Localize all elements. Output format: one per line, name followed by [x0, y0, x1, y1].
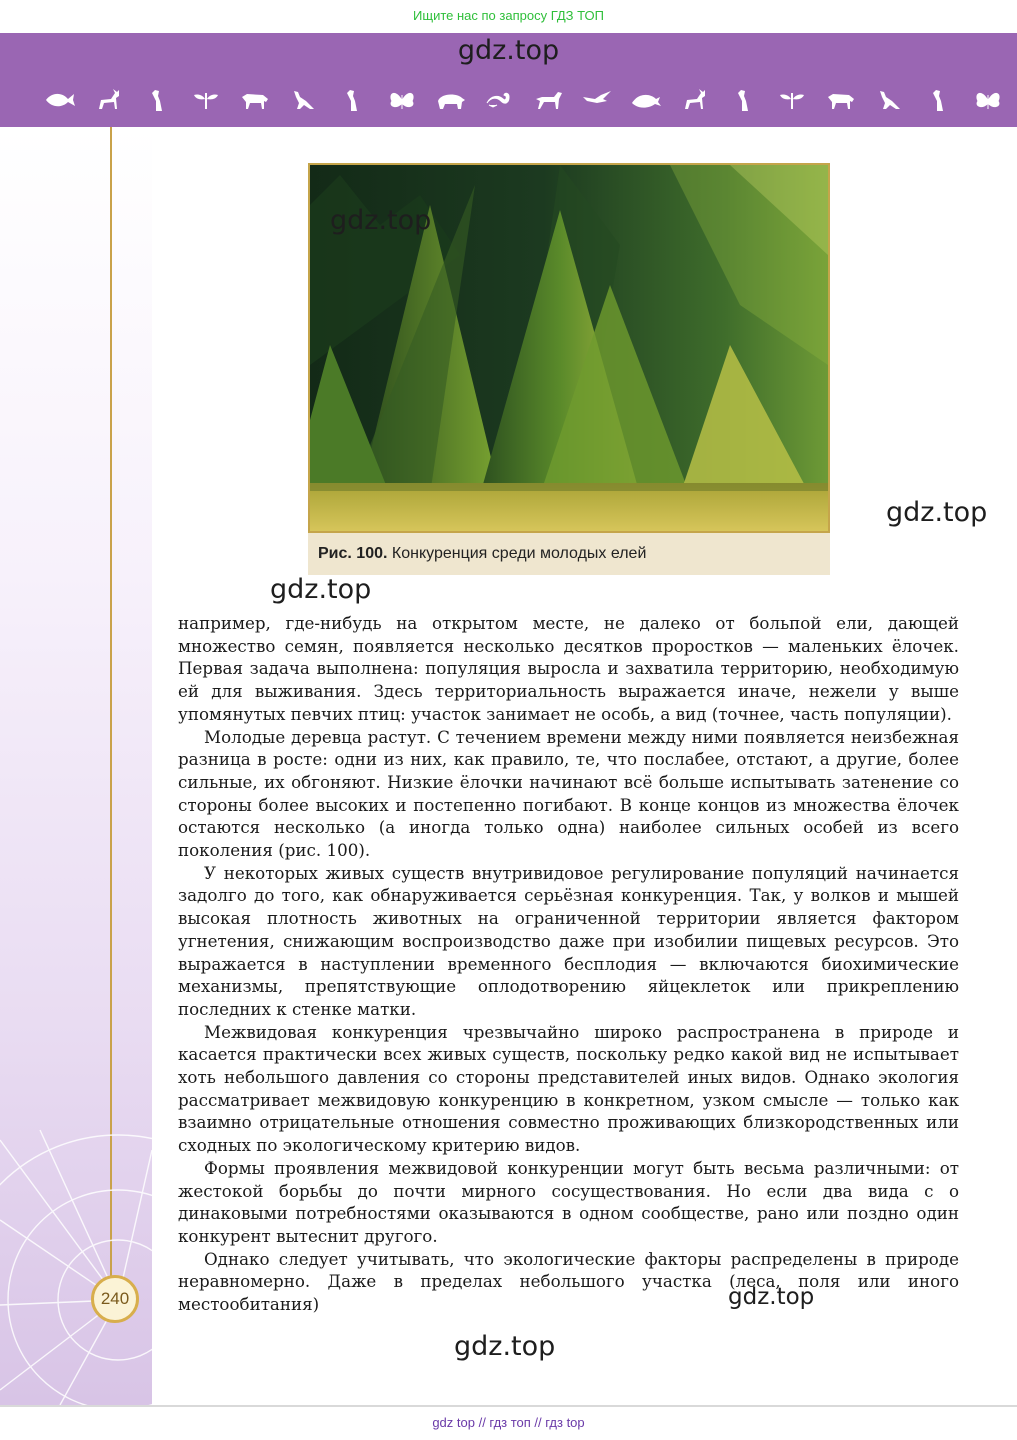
fish-icon — [44, 87, 76, 117]
page-number-badge: 240 — [91, 1275, 139, 1323]
paragraph: Однако следует учитывать, что экологические факторы распределены в природе неравномерно. Даже в пределах небольшого участка (леса, поля или иного местообитания) — [178, 1248, 959, 1315]
horse-icon — [532, 87, 564, 117]
butterfly-icon — [386, 87, 418, 117]
watermark-header: gdz.top — [457, 35, 560, 66]
watermark-above-text: gdz.top — [270, 574, 372, 605]
bull-icon — [825, 87, 857, 117]
insect-icon — [776, 87, 808, 117]
deer-icon — [93, 87, 125, 117]
animal-silhouette-row — [44, 89, 1004, 115]
paragraph: например, где-нибудь на открытом месте, не далеко от больпой ели, дающей множество семян, появляется несколько десятков проростков — маленьких ёлочек. Первая задача выполнена: популяция выросла и захватила территорию, необходимую ей для выживания. Здесь территориальность выражается иначе, нежели у выше упомянутых певчих птиц: участок занимает не особь, а вид (точнее, часть популяции). — [178, 613, 959, 724]
paragraph: Молодые деревца растут. С течением времени между ними появляется неизбежная разница в росте: одни из них, как правило, те, что послабее, отстают, а другие, более сильные, их обгоняют. Низкие ёлочки начинают всё больше испытывать затенение со стороны более высоких и постепенно погибают. В конце концов из множества ёлочек остаются несколько (а иногда только одна) наиболее сильных особей из всего поколения (рис. 100). — [178, 726, 959, 861]
bird-icon — [728, 87, 760, 117]
figure-caption-text: Конкуренция среди молодых елей — [391, 545, 647, 562]
page-header-band — [0, 33, 1017, 127]
bird-icon — [337, 87, 369, 117]
scorpion-icon — [483, 87, 515, 117]
insect-icon — [190, 87, 222, 117]
body-text — [178, 612, 959, 1316]
watermark-lower-right: gdz.top — [728, 1284, 815, 1310]
kangaroo-icon — [874, 87, 906, 117]
paragraph: У некоторых живых существ внутривидовое регулирование популяций начинается задолго до того, как обнаруживается серьёзная конкуренция. Так, у волков и мышей высокая плотность животных на ограниченной территории является фактором угнетения, снижающим воспроизводство даже при изобилии пищевых ресурсов. Это выражается в наступлении временного бесплодия — включаются биохимические механизмы, препятствующие оплодотворению яйцеклеток или прикреплению последних к стенке матки. — [178, 862, 959, 1019]
paragraph: Межвидовая конкуренция чрезвычайно широко распространена в природе и касается практически всех живых существ, поскольку редко какой вид не испытывает хоть небольшого давления со стороны представителей иных видов. Однако экология рассматривает межвидовую конкуренцию в конкретном, узком смысле — только как взаимно отрицательные отношения совместно проживающих близкородственных или сходных по экологическому критерию видов. — [178, 1021, 959, 1156]
figure-caption — [308, 533, 830, 575]
watermark-photo: gdz.top — [330, 205, 432, 236]
watermark-right: gdz.top — [886, 497, 988, 528]
butterfly-icon — [972, 87, 1004, 117]
boar-icon — [435, 87, 467, 117]
bird-icon — [923, 87, 955, 117]
deer-icon — [679, 87, 711, 117]
figure-label: Рис. 100. — [318, 545, 388, 562]
paragraph: Формы проявления межвидовой конкуренции могут быть весьма различными: от жестокой борьбы до почти мирного сосуществования. Но если два вида с о динаковыми потребностями оказываются в одном сообществе, рано или поздно один конкурент вытеснит другого. — [178, 1157, 959, 1246]
search-hint-banner: Ищите нас по запросу ГДЗ ТОП — [413, 8, 604, 23]
watermark-bottom: gdz.top — [454, 1331, 556, 1362]
bird-icon — [142, 87, 174, 117]
footer-divider — [0, 1405, 1017, 1407]
kangaroo-icon — [288, 87, 320, 117]
pterosaur-icon — [581, 87, 613, 117]
footer-links[interactable]: gdz top // гдз топ // гдз top — [432, 1415, 585, 1430]
bull-icon — [239, 87, 271, 117]
dolphin-icon — [630, 87, 662, 117]
compass-rose-decoration — [0, 1020, 152, 1405]
